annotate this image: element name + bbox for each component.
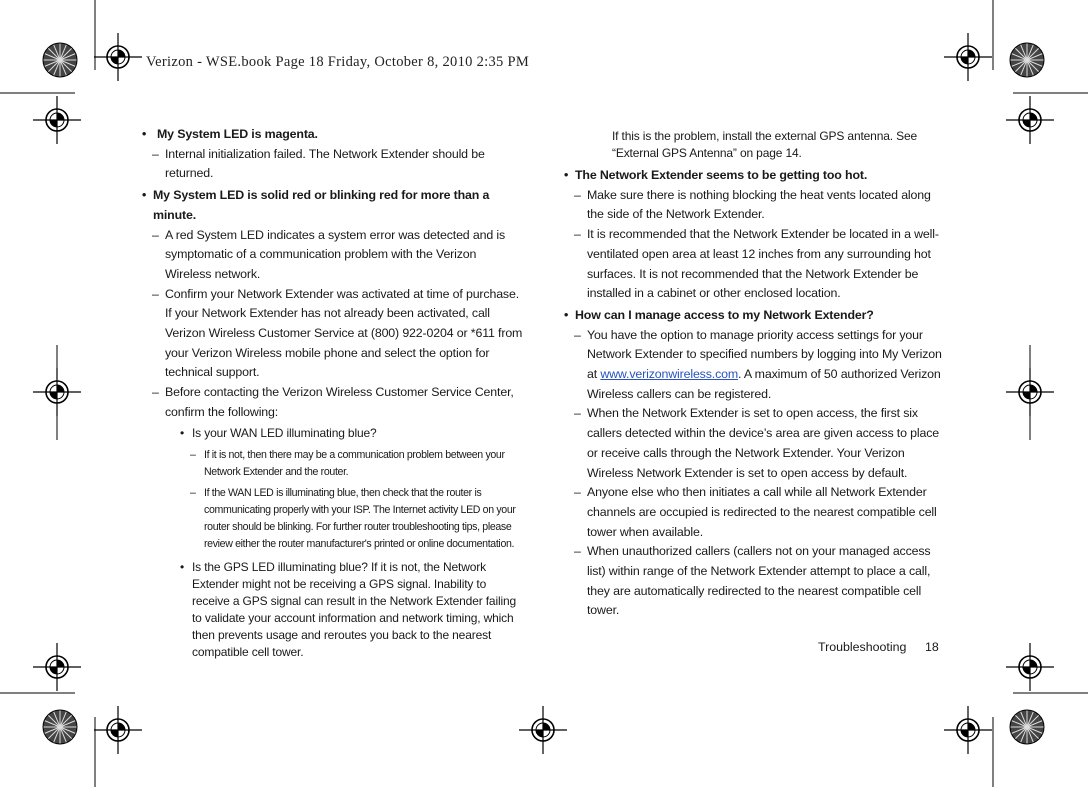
magenta-heading: • My System LED is magenta. xyxy=(140,125,525,145)
manage-access-text-pre: You have the option to manage priority access settings for your Network Extender to specified numbers by logging into My Verizon at xyxy=(587,327,942,382)
manage-access-item-4: – When unauthorized callers (callers not on your managed access list) within range of the Network Extender attempt to place a call, they are automatically redirected to the nearest compatible cell tower. xyxy=(562,542,942,621)
wan-blue: – If the WAN LED is illuminating blue, then check that the router is communicating properly with your ISP. The Internet activity LED on your router should be blinking. For further router troubleshooting tips, please review either the router manufacturer's printed or online documentation. xyxy=(140,485,525,553)
too-hot-item-2: – It is recommended that the Network Extender be located in a well-ventilated open area at least 12 inches from any surrounding hot surfaces. It is not recommended that the Network Extender be installed in a cabinet or other enclosed location. xyxy=(562,225,942,304)
solid-red-item-2: – Confirm your Network Extender was activated at time of purchase. If your Network Extender has not already been activated, call Verizon Wireless Customer Service at (800) 922-0204 or *611 from your Verizon Wireless mobile phone and select the option for technical support. xyxy=(140,285,525,384)
gps-continued: If this is the problem, install the external GPS antenna. See “External GPS Antenna” on page 14. xyxy=(612,129,918,160)
solid-red-item-3: – Before contacting the Verizon Wireless Customer Service Center, confirm the following: xyxy=(140,383,525,422)
solid-red-heading: • My System LED is solid red or blinking red for more than a minute. xyxy=(140,186,525,225)
manage-access-text-post: . A maximum of 50 authorized Verizon Wireless callers can be registered. xyxy=(587,367,941,401)
manage-access-heading: • How can I manage access to my Network Extender? xyxy=(562,306,942,326)
verizon-website-link[interactable]: www.verizonwireless.com xyxy=(600,367,739,382)
too-hot-heading: • The Network Extender seems to be getting too hot. xyxy=(562,166,942,186)
magenta-item: – Internal initialization failed. The Network Extender should be returned. xyxy=(140,145,525,184)
right-column xyxy=(562,125,942,621)
manage-access-item-1 xyxy=(562,326,942,405)
solid-red-item-1: – A red System LED indicates a system error was detected and is symptomatic of a communication problem with the Verizon Wireless network. xyxy=(140,226,525,285)
too-hot-item-1: – Make sure there is nothing blocking the heat vents located along the side of the Network Extender. xyxy=(562,186,942,225)
footer-section-label: Troubleshooting xyxy=(818,640,907,654)
book-header-line: Verizon - WSE.book Page 18 Friday, October 8, 2010 2:35 PM xyxy=(146,54,530,70)
left-column xyxy=(140,125,525,661)
footer-page-number: 18 xyxy=(925,640,939,654)
manage-access-item-3: – Anyone else who then initiates a call while all Network Extender channels are occupied is redirected to the nearest compatible cell tower when available. xyxy=(562,483,942,542)
manage-access-item-2: – When the Network Extender is set to open access, the first six callers detected within the device’s area are given access to place or receive calls through the Network Extender. Your Verizon Wireless Network Extender is set to open access by default. xyxy=(562,404,942,483)
gps-question: • Is the GPS LED illuminating blue? If it is not, the Network Extender might not be receiving a GPS signal. Inability to receive a GPS signal can result in the Network Extender failing to validate your account information and network timing, which then prevents usage and reroutes you back to the nearest compatible cell tower. xyxy=(140,559,525,661)
wan-not-blue: – If it is not, then there may be a communication problem between your Network Extender and the router. xyxy=(140,447,525,481)
wan-question: • Is your WAN LED illuminating blue? xyxy=(140,424,525,444)
